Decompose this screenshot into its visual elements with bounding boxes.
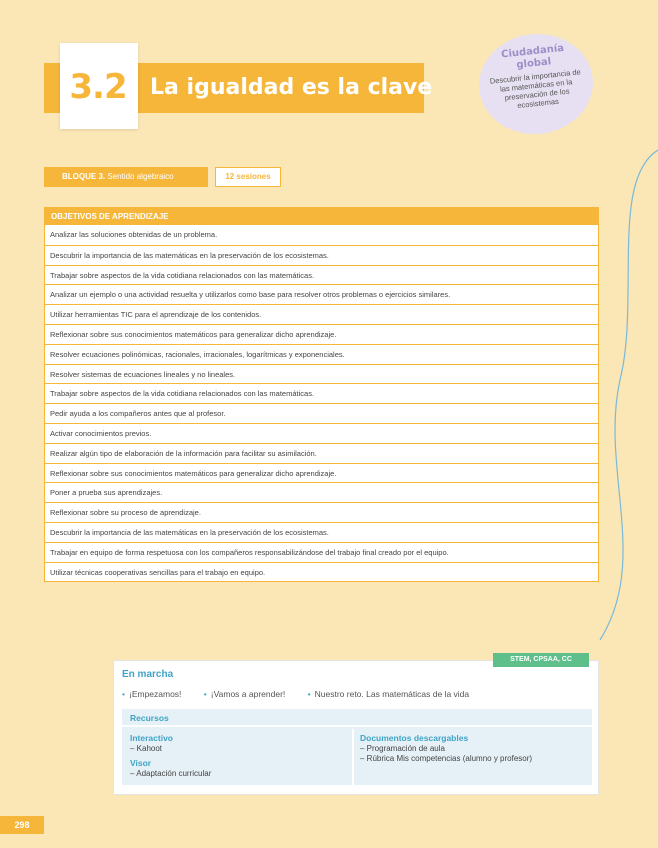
recursos-right — [360, 733, 588, 764]
visor-title: Visor — [130, 758, 152, 768]
ciudadania-title: Ciudadanía global — [500, 42, 565, 71]
sesiones-badge: 12 sesiones — [215, 167, 281, 187]
unit-title: La igualdad es la clave — [150, 75, 433, 100]
link-nuestro-reto[interactable]: • Nuestro reto. Las matemáticas de la vida — [307, 689, 470, 699]
objective-row: Resolver ecuaciones polinómicas, racionales, irracionales, logarítmicas y exponenciales. — [45, 344, 598, 364]
bullet-icon: • — [122, 689, 125, 699]
en-marcha-box — [113, 660, 599, 795]
interactivo-item[interactable]: – Kahoot — [130, 744, 163, 753]
visor-item[interactable]: – Adaptación curricular — [130, 769, 212, 778]
objective-row: Activar conocimientos previos. — [45, 423, 598, 443]
objective-row: Analizar las soluciones obtenidas de un problema. — [50, 230, 218, 239]
objective-row: Trabajar en equipo de forma respetuosa con los compañeros responsabilizándose del trabajo final creado por el equipo. — [45, 542, 598, 562]
documentos-title: Documentos descargables — [360, 733, 469, 743]
recursos-panel — [122, 709, 592, 785]
objective-row: Realizar algún tipo de elaboración de la información para facilitar su asimilación. — [45, 443, 598, 463]
interactivo-title: Interactivo — [130, 733, 173, 743]
link-empezamos[interactable]: • ¡Empezamos! — [122, 689, 182, 699]
bloque-name: Sentido algebraico — [107, 172, 174, 181]
recursos-divider — [352, 729, 354, 785]
bullet-icon: • — [203, 689, 207, 699]
bloque-label — [44, 167, 208, 187]
page-number: 298 — [0, 816, 44, 834]
objective-row: Trabajar sobre aspectos de la vida cotidiana relacionados con las matemáticas. — [45, 265, 598, 285]
link-vamos-aprender[interactable]: • ¡Vamos a aprender! — [203, 689, 286, 699]
objective-row: Utilizar técnicas cooperativas sencillas para el trabajo en equipo. — [45, 562, 598, 582]
objective-row: Trabajar sobre aspectos de la vida cotidiana relacionados con las matemáticas. — [45, 383, 598, 403]
objective-row: Reflexionar sobre sus conocimientos matemáticos para generalizar dicho aprendizaje. — [45, 324, 598, 344]
documentos-item[interactable]: – Programación de aula — [360, 744, 445, 753]
competencias-tag: STEM, CPSAA, CC — [493, 653, 589, 667]
unit-number: 3.2 — [69, 67, 127, 107]
bloque-number: BLOQUE 3. — [62, 172, 106, 181]
objectives-table — [44, 207, 599, 582]
documentos-item[interactable]: – Rúbrica Mis competencias (alumno y profesor) — [360, 754, 533, 763]
objective-row: Analizar un ejemplo o una actividad resuelta y utilizarlos como base para resolver otros problemas o ejercicios similares. — [45, 284, 598, 304]
objectives-header: OBJETIVOS DE APRENDIZAJE — [45, 208, 598, 225]
bullet-icon: • — [307, 689, 311, 699]
objective-row: Resolver sistemas de ecuaciones lineales y no lineales. — [45, 364, 598, 384]
objective-row: Reflexionar sobre su proceso de aprendizaje. — [45, 502, 598, 522]
ciudadania-badge — [474, 28, 598, 139]
recursos-title: Recursos — [122, 709, 592, 727]
objective-row: Utilizar herramientas TIC para el aprendizaje de los contenidos. — [45, 304, 598, 324]
objective-row: Pedir ayuda a los compañeros antes que al profesor. — [45, 403, 598, 423]
recursos-left — [130, 733, 350, 779]
objective-row: Poner a prueba sus aprendizajes. — [45, 482, 598, 502]
objective-row: Descubrir la importancia de las matemáticas en la preservación de los ecosistemas. — [45, 522, 598, 542]
objective-row: Descubrir la importancia de las matemáticas en la preservación de los ecosistemas. — [45, 245, 598, 265]
ciudadania-text: Descubrir la importancia de las matemáticas en la preservación de los ecosistemas — [489, 67, 582, 111]
objective-row: Reflexionar sobre sus conocimientos matemáticos para generalizar dicho aprendizaje. — [45, 463, 598, 483]
objectives-rows — [45, 225, 598, 581]
en-marcha-links — [122, 689, 592, 699]
en-marcha-title: En marcha — [122, 669, 174, 680]
